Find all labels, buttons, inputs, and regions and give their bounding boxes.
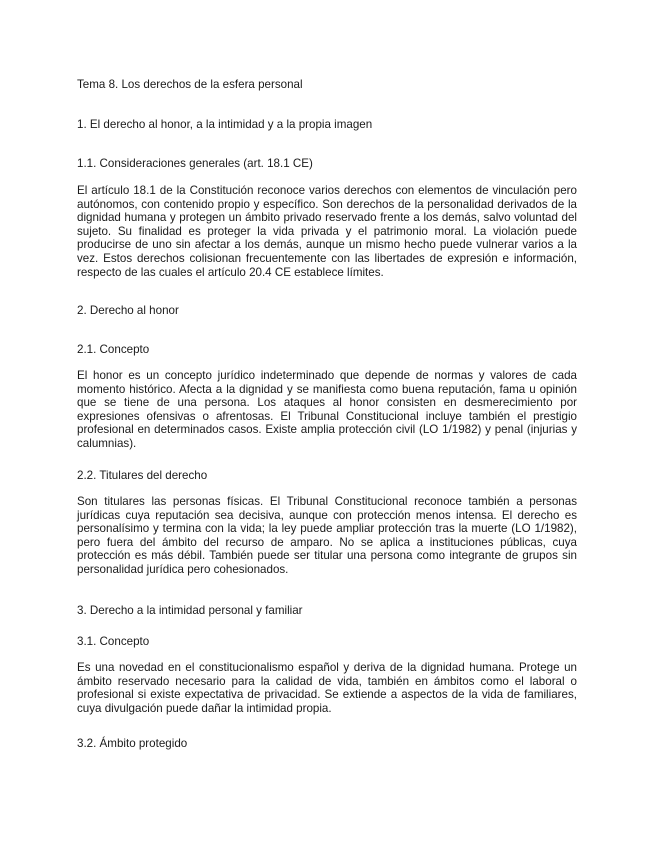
paragraph-3-1: Es una novedad en el constitucionalismo español y deriva de la dignidad humana. Protege un ámbito reservado necesario para la calidad de vida, también en ámbitos como el laboral o profesional si existe expectativa de privacidad. Se extiende a aspectos de la vida de familiares, cuya divulgación puede dañar la intimidad propia. [77, 661, 577, 715]
section-heading-3-1: 3.1. Concepto [77, 635, 150, 648]
document-title: Tema 8. Los derechos de la esfera personal [77, 78, 303, 91]
section-heading-2-1: 2.1. Concepto [77, 343, 150, 356]
paragraph-2-1: El honor es un concepto jurídico indeterminado que depende de normas y valores de cada momento histórico. Afecta a la dignidad y se manifiesta como buena reputación, fama u opinión que se tiene de una persona. Los ataques al honor consisten en desmerecimiento por expresiones ofensivas o afrentosas. El Tribunal Constitucional incluye también el prestigio profesional en determinados casos. Existe amplia protección civil (LO 1/1982) y penal (injurias y calumnias). [77, 369, 577, 450]
paragraph-1-1: El artículo 18.1 de la Constitución reconoce varios derechos con elementos de vinculación pero autónomos, con contenido propio y específico. Son derechos de la personalidad derivados de la dignidad humana y protegen un ámbito privado reservado frente a los demás, salvo voluntad del sujeto. Su finalidad es proteger la vida privada y el patrimonio moral. La violación puede producirse de uno sin afectar a los demás, aunque un mismo hecho puede vulnerar varios a la vez. Estos derechos colisionan frecuentemente con las libertades de expresión e información, respecto de las cuales el artículo 20.4 CE establece límites. [77, 184, 577, 279]
section-heading-2: 2. Derecho al honor [77, 304, 179, 317]
section-heading-1: 1. El derecho al honor, a la intimidad y a la propia imagen [77, 118, 373, 131]
paragraph-2-2: Son titulares las personas físicas. El Tribunal Constitucional reconoce también a personas jurídicas cuya reputación sea decisiva, aunque con protección menos intensa. El derecho es personalísimo y termina con la vida; la ley puede ampliar protección tras la muerte (LO 1/1982), pero fuera del ámbito del recurso de amparo. No se aplica a instituciones públicas, cuya protección es más débil. También puede ser titular una persona como integrante de grupos sin personalidad jurídica pero cohesionados. [77, 495, 577, 576]
section-heading-3: 3. Derecho a la intimidad personal y familiar [77, 604, 303, 617]
section-heading-3-2: 3.2. Ámbito protegido [77, 737, 188, 750]
section-heading-1-1: 1.1. Consideraciones generales (art. 18.1 CE) [77, 157, 313, 170]
section-heading-2-2: 2.2. Titulares del derecho [77, 469, 208, 482]
